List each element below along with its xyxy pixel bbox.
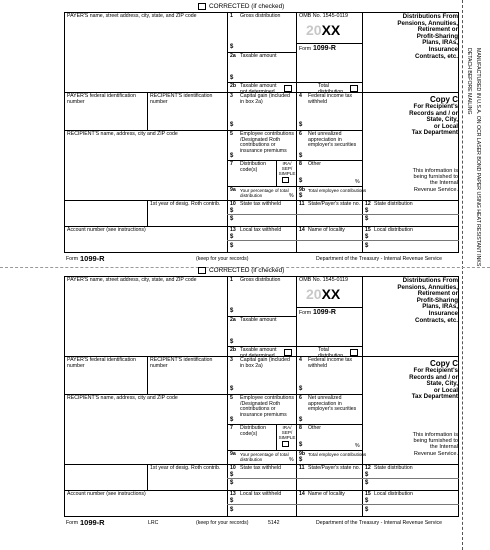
box-1-dollar: $ bbox=[230, 308, 234, 314]
box-5-number: 5 bbox=[230, 131, 233, 137]
box-8-percent: % bbox=[355, 179, 360, 185]
form-copy-bottom bbox=[0, 264, 490, 539]
box-5-dollar: $ bbox=[230, 417, 234, 423]
box-9b-label: Total employee contributions bbox=[308, 452, 367, 457]
box-1-number: 1 bbox=[230, 277, 233, 283]
box-3-number: 3 bbox=[230, 93, 233, 99]
box-4-dollar: $ bbox=[299, 122, 303, 128]
footer-form-number: 1099-R bbox=[80, 518, 105, 527]
box-2a-number: 2a bbox=[230, 317, 236, 323]
box-4-label: Federal income tax withheld bbox=[308, 93, 353, 105]
box-9a-label: Your percentage of total distribution bbox=[240, 188, 289, 198]
payer-tin-label: PAYER'S federal identification number bbox=[67, 357, 136, 369]
footer-form-number: 1099-R bbox=[80, 254, 105, 263]
footer-form-word: Form bbox=[66, 256, 79, 262]
form-name-small: 1099-R bbox=[313, 309, 336, 316]
box-7-label: Distribution code(s) bbox=[240, 425, 266, 437]
ira-sep-simple-label: IRA/ SEP/ SIMPLE bbox=[278, 161, 296, 176]
box-2a-dollar: $ bbox=[230, 75, 234, 81]
footer-keep-records: (keep for your records) bbox=[196, 256, 249, 262]
corrected-checkbox[interactable] bbox=[198, 3, 206, 10]
recipient-tin-label: RECIPIENT'S identification number bbox=[150, 357, 213, 369]
box-1-number: 1 bbox=[230, 13, 233, 19]
box-13-label: Local tax withheld bbox=[240, 227, 282, 233]
roth-year-label: 1st year of desig. Roth contrib. bbox=[150, 201, 221, 207]
box-9b-dollar: $ bbox=[299, 457, 303, 463]
box-10-label: State tax withheld bbox=[240, 201, 281, 207]
ira-sep-simple-checkbox[interactable] bbox=[282, 177, 289, 183]
box-12-number: 12 bbox=[365, 465, 371, 471]
account-number-label: Account number (see instructions) bbox=[67, 491, 146, 497]
box-8-label: Other bbox=[308, 161, 321, 167]
box-1-label: Gross distribution bbox=[240, 277, 281, 283]
box-11-label: State/Payer's state no. bbox=[308, 465, 361, 471]
box-4-number: 4 bbox=[299, 93, 302, 99]
box-8-dollar: $ bbox=[299, 442, 303, 448]
box-5-number: 5 bbox=[230, 395, 233, 401]
box-2a-dollar: $ bbox=[230, 339, 234, 345]
box-2a-label: Taxable amount bbox=[240, 317, 277, 323]
box-2b-number: 2b bbox=[230, 347, 237, 353]
recipient-name-label: RECIPIENT'S name, address, city and ZIP code bbox=[67, 395, 178, 401]
copy-label: Copy C bbox=[430, 359, 458, 368]
tax-year: 20XX bbox=[306, 22, 341, 38]
taxable-not-determined-checkbox[interactable] bbox=[284, 349, 292, 356]
box-13-dollar-2: $ bbox=[230, 507, 234, 513]
footer-code: 5142 bbox=[268, 520, 280, 526]
corrected-label: CORRECTED (if checked) bbox=[209, 3, 285, 10]
box-6-label: Net unrealized appreciation in employer's securities bbox=[308, 395, 357, 413]
corrected-label: CORRECTED (if checked) bbox=[209, 267, 285, 274]
box-6-number: 6 bbox=[299, 131, 302, 137]
box-7-label: Distribution code(s) bbox=[240, 161, 266, 173]
box-2b-total-distribution: Total distribution bbox=[318, 83, 344, 95]
box-2b-not-determined: Taxable amount not determined bbox=[240, 83, 277, 95]
box-15-label: Local distribution bbox=[374, 491, 413, 497]
footer-department: Department of the Treasury - Internal Revenue Service bbox=[316, 256, 443, 262]
box-9b-number: 9b bbox=[299, 187, 306, 193]
box-14-label: Name of locality bbox=[308, 491, 345, 497]
box-12-dollar-2: $ bbox=[365, 480, 369, 486]
box-1-label: Gross distribution bbox=[240, 13, 281, 19]
box-15-number: 15 bbox=[365, 227, 371, 233]
ira-sep-simple-checkbox[interactable] bbox=[282, 441, 289, 447]
ira-sep-simple-label: IRA/ SEP/ SIMPLE bbox=[278, 425, 296, 440]
box-3-dollar: $ bbox=[230, 122, 234, 128]
box-9a-percent: % bbox=[289, 457, 294, 463]
box-13-label: Local tax withheld bbox=[240, 491, 282, 497]
box-15-dollar-2: $ bbox=[365, 507, 369, 513]
box-2a-label: Taxable amount bbox=[240, 53, 277, 59]
payer-name-label: PAYER'S name, street address, city, state, and ZIP code bbox=[67, 277, 197, 283]
box-10-number: 10 bbox=[230, 201, 236, 207]
copy-description: For Recipient's Records and / or State, City, or Local Tax Department bbox=[409, 367, 458, 401]
box-2a-number: 2a bbox=[230, 53, 236, 59]
corrected-checkbox[interactable] bbox=[198, 267, 206, 274]
irs-info-statement: This information is being furnished to the Internal Revenue Service. bbox=[412, 168, 458, 193]
box-15-label: Local distribution bbox=[374, 227, 413, 233]
box-8-percent: % bbox=[355, 443, 360, 449]
box-14-number: 14 bbox=[299, 227, 305, 233]
recipient-name-label: RECIPIENT'S name, address, city and ZIP code bbox=[67, 131, 178, 137]
box-11-label: State/Payer's state no. bbox=[308, 201, 361, 207]
box-13-number: 13 bbox=[230, 227, 236, 233]
box-5-dollar: $ bbox=[230, 153, 234, 159]
roth-year-label: 1st year of desig. Roth contrib. bbox=[150, 465, 221, 471]
detach-notice: DETACH BEFORE MAILING bbox=[466, 48, 472, 115]
box-3-label: Capital gain (included in box 2a) bbox=[240, 93, 290, 105]
total-distribution-checkbox[interactable] bbox=[350, 349, 358, 356]
box-10-label: State tax withheld bbox=[240, 465, 281, 471]
box-5-label: Employee contributions /Designated Roth contributions or insurance premiums bbox=[240, 395, 294, 418]
box-15-dollar-2: $ bbox=[365, 243, 369, 249]
box-8-number: 8 bbox=[299, 161, 302, 167]
box-8-number: 8 bbox=[299, 425, 302, 431]
box-15-number: 15 bbox=[365, 491, 371, 497]
box-4-number: 4 bbox=[299, 357, 302, 363]
omb-number: OMB No. 1545-0119 bbox=[299, 13, 349, 19]
box-6-number: 6 bbox=[299, 395, 302, 401]
box-9a-percent: % bbox=[289, 193, 294, 199]
taxable-not-determined-checkbox[interactable] bbox=[284, 85, 292, 92]
box-10-dollar-2: $ bbox=[230, 216, 234, 222]
footer-form-word: Form bbox=[66, 520, 79, 526]
total-distribution-checkbox[interactable] bbox=[350, 85, 358, 92]
box-2b-total-distribution: Total distribution bbox=[318, 347, 344, 359]
box-6-label: Net unrealized appreciation in employer's securities bbox=[308, 131, 357, 149]
box-5-label: Employee contributions /Designated Roth contributions or insurance premiums bbox=[240, 131, 294, 154]
footer-department: Department of the Treasury - Internal Revenue Service bbox=[316, 520, 443, 526]
box-14-number: 14 bbox=[299, 491, 305, 497]
form-word-small: Form bbox=[299, 46, 312, 52]
box-2b-not-determined: Taxable amount not determined bbox=[240, 347, 277, 359]
box-10-number: 10 bbox=[230, 465, 236, 471]
box-10-dollar-2: $ bbox=[230, 480, 234, 486]
box-12-dollar-1: $ bbox=[365, 208, 369, 214]
box-9a-label: Your percentage of total distribution bbox=[240, 452, 289, 462]
box-9a-number: 9a bbox=[230, 451, 236, 457]
form-title: Distributions From Pensions, Annuities, Retirement or Profit-Sharing Plans, IRAs, Insurance Contracts, etc. bbox=[397, 13, 458, 60]
box-12-label: State distribution bbox=[374, 201, 413, 207]
box-4-label: Federal income tax withheld bbox=[308, 357, 353, 369]
box-15-dollar-1: $ bbox=[365, 234, 369, 240]
box-8-dollar: $ bbox=[299, 178, 303, 184]
box-12-dollar-1: $ bbox=[365, 472, 369, 478]
footer-lrc: LRC bbox=[148, 520, 159, 526]
form-word-small: Form bbox=[299, 310, 312, 316]
form-title: Distributions From Pensions, Annuities, Retirement or Profit-Sharing Plans, IRAs, Insurance Contracts, etc. bbox=[397, 277, 458, 324]
tax-year: 20XX bbox=[306, 286, 341, 302]
form-name-small: 1099-R bbox=[313, 45, 336, 52]
box-10-dollar-1: $ bbox=[230, 208, 234, 214]
box-13-dollar-2: $ bbox=[230, 243, 234, 249]
box-13-dollar-1: $ bbox=[230, 498, 234, 504]
box-7-number: 7 bbox=[230, 425, 233, 431]
box-12-label: State distribution bbox=[374, 465, 413, 471]
payer-tin-label: PAYER'S federal identification number bbox=[67, 93, 136, 105]
box-12-number: 12 bbox=[365, 201, 371, 207]
box-6-dollar: $ bbox=[299, 153, 303, 159]
box-2b-number: 2b bbox=[230, 83, 237, 89]
copy-label: Copy C bbox=[430, 95, 458, 104]
box-9b-label: Total employee contributions bbox=[308, 188, 367, 193]
omb-number: OMB No. 1545-0119 bbox=[299, 277, 349, 283]
box-4-dollar: $ bbox=[299, 386, 303, 392]
irs-info-statement: This information is being furnished to the Internal Revenue Service. bbox=[412, 432, 458, 457]
box-7-number: 7 bbox=[230, 161, 233, 167]
box-11-number: 11 bbox=[299, 201, 305, 207]
box-15-dollar-1: $ bbox=[365, 498, 369, 504]
copy-description: For Recipient's Records and / or State, City, or Local Tax Department bbox=[409, 103, 458, 137]
recipient-tin-label: RECIPIENT'S identification number bbox=[150, 93, 213, 105]
box-6-dollar: $ bbox=[299, 417, 303, 423]
box-8-label: Other bbox=[308, 425, 321, 431]
box-13-number: 13 bbox=[230, 491, 236, 497]
box-14-label: Name of locality bbox=[308, 227, 345, 233]
payer-name-label: PAYER'S name, street address, city, state, and ZIP code bbox=[67, 13, 197, 19]
box-3-label: Capital gain (included in box 2a) bbox=[240, 357, 290, 369]
box-11-number: 11 bbox=[299, 465, 305, 471]
box-13-dollar-1: $ bbox=[230, 234, 234, 240]
manufacturer-notice: MANUFACTURED IN U.S.A. ON OCR LASER BOND PAPER USING HEAT RESISTANT INKS bbox=[475, 48, 481, 267]
box-3-number: 3 bbox=[230, 357, 233, 363]
box-10-dollar-1: $ bbox=[230, 472, 234, 478]
box-12-dollar-2: $ bbox=[365, 216, 369, 222]
account-number-label: Account number (see instructions) bbox=[67, 227, 146, 233]
box-9a-number: 9a bbox=[230, 187, 236, 193]
footer-keep-records: (keep for your records) bbox=[196, 520, 249, 526]
box-9b-dollar: $ bbox=[299, 193, 303, 199]
box-1-dollar: $ bbox=[230, 44, 234, 50]
box-3-dollar: $ bbox=[230, 386, 234, 392]
box-9b-number: 9b bbox=[299, 451, 306, 457]
